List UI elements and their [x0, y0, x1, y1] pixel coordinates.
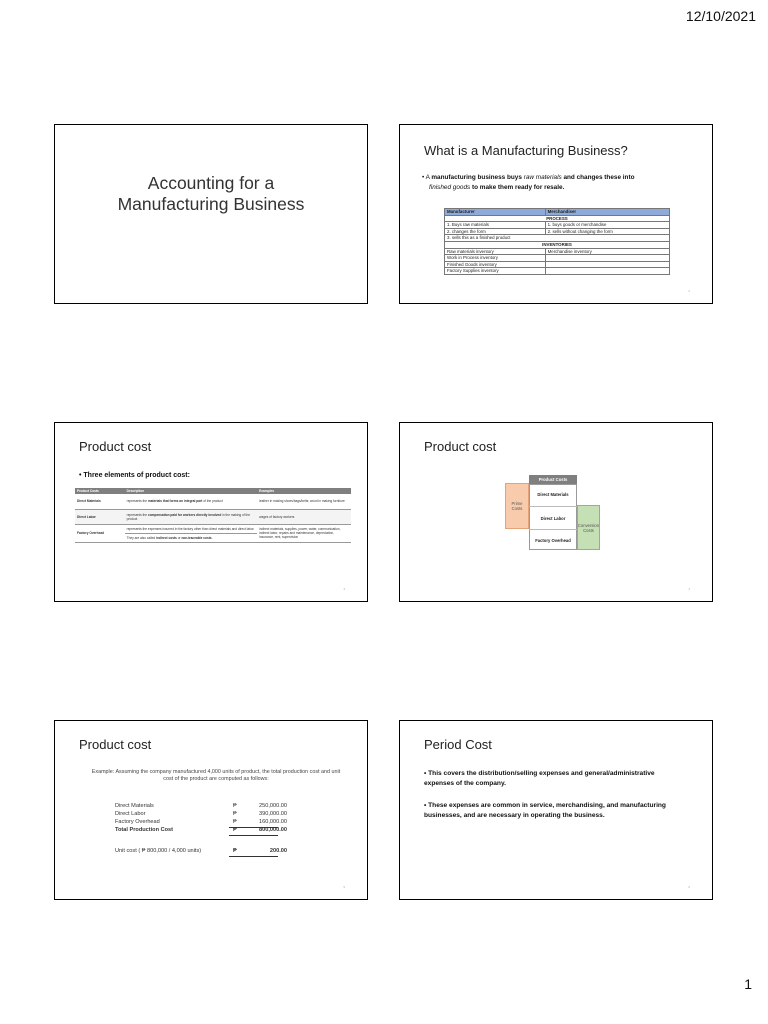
table-row	[445, 235, 670, 242]
table-cell: indirect materials, supplies, power, water, communication, indirect labor, repairs and maintenance, depreciation, insurance, rent, supervision	[257, 524, 351, 542]
slide-number: 5	[343, 885, 345, 889]
cost-label: Direct Materials	[115, 803, 154, 809]
slide-thumbnail-3[interactable]	[54, 422, 368, 602]
slide-thumbnail-5[interactable]	[54, 720, 368, 900]
table-cell: 1. Buys raw materials	[445, 222, 546, 229]
table-cell: Factory Overhead	[75, 524, 125, 542]
slide-title: Product cost	[79, 737, 152, 752]
table-row	[445, 255, 670, 262]
column-header: Product Costs	[75, 488, 125, 494]
table-row	[75, 494, 351, 509]
direct-materials-label: Direct Materials	[537, 492, 569, 497]
prime-costs-box: Prime Costs	[505, 483, 529, 529]
currency-sign: ₱	[233, 803, 237, 809]
unit-cost-label: Unit cost ( ₱ 800,000 / 4,000 units)	[115, 848, 202, 854]
table-cell: They are also called indirect costs or non-traceable costs.	[125, 533, 257, 542]
unit-cost-amount: 200.00	[269, 848, 287, 854]
table-cell	[545, 261, 669, 268]
table-row	[445, 261, 670, 268]
table-cell	[545, 268, 669, 275]
table-cell: represents the materials that forms an integral part of the product	[125, 494, 257, 509]
slide-number: 4	[688, 587, 690, 591]
table-cell: Direct Materials	[75, 494, 125, 509]
table-row	[75, 524, 351, 533]
conversion-costs-box: Conversion Costs	[577, 505, 600, 550]
total-rule	[229, 835, 278, 836]
table-cell: 3. sells this as a finished product	[445, 235, 670, 242]
product-cost-table	[75, 488, 351, 543]
column-header: Description	[125, 488, 257, 494]
cost-amount: 250,000.00	[259, 803, 287, 809]
divider	[529, 529, 577, 530]
total-amount: 800,000.00	[259, 827, 287, 833]
page-number: 1	[744, 976, 752, 992]
title-line-2: Manufacturing Business	[117, 194, 305, 214]
table-cell: Factory Supplies inventory	[445, 268, 546, 275]
slide-title: Product cost	[79, 439, 152, 454]
section-header: PROCESS	[445, 215, 670, 222]
slide-number: 6	[688, 885, 690, 889]
cost-label: Factory Overhead	[115, 819, 160, 825]
product-costs-header: Product Costs	[529, 475, 577, 484]
slide-number: 3	[343, 587, 345, 591]
slide-title: Period Cost	[424, 737, 492, 752]
total-label: Total Production Cost	[115, 827, 174, 833]
table-cell: represents the expenses incurred in the factory other than direct materials and direct labor.	[125, 524, 257, 533]
bullet-text: • A manufacturing business buys raw materials and changes these into finished goods to make them ready for resale.	[422, 174, 635, 191]
table-cell: Raw materials inventory	[445, 248, 546, 255]
table-row	[75, 509, 351, 524]
comparison-table	[444, 208, 670, 275]
table-row	[445, 228, 670, 235]
unit-cost-rule	[229, 856, 278, 857]
table-cell: Direct Labor	[75, 509, 125, 524]
table-cell: represents the compensation paid for workers directly involved in the making of the product	[125, 509, 257, 524]
slide-thumbnail-1[interactable]	[54, 124, 368, 304]
currency-sign: ₱	[233, 819, 237, 825]
direct-labor-label: Direct Labor	[540, 516, 566, 521]
bullet-text: • These expenses are common in service, merchandising, and manufacturing businesses, and are necessary in operating the business.	[424, 802, 666, 819]
column-header: Manufacturer	[445, 209, 546, 216]
table-cell: Merchandise inventory	[545, 248, 669, 255]
example-text: Example: Assuming the company manufactured 4,000 units of product, the total production cost and unit cost of the product are computed as follows:	[91, 769, 341, 782]
section-header: INVENTORIES	[445, 241, 670, 248]
currency-sign: ₱	[233, 827, 237, 833]
slide-title	[55, 173, 367, 215]
table-row	[445, 268, 670, 275]
cost-label: Direct Labor	[115, 811, 146, 817]
currency-sign: ₱	[233, 848, 237, 854]
factory-overhead-label: Factory Overhead	[535, 538, 571, 543]
column-header: Merchandiser	[545, 209, 669, 216]
cost-amount: 390,000.00	[259, 811, 287, 817]
bullet-text: • This covers the distribution/selling expenses and general/administrative expenses of the company.	[424, 770, 655, 787]
bullet-text: • Three elements of product cost:	[79, 472, 190, 479]
table-cell: 2. changes the form	[445, 228, 546, 235]
table-cell: leather in making shoes/bags/belts; wood in making furniture	[257, 494, 351, 509]
product-cost-diagram	[400, 423, 713, 602]
slide-title: Product cost	[424, 439, 497, 454]
title-line-1: Accounting for a	[147, 173, 275, 193]
currency-sign: ₱	[233, 811, 237, 817]
table-cell	[545, 255, 669, 262]
slide-thumbnail-6[interactable]	[399, 720, 713, 900]
table-row	[445, 222, 670, 229]
divider	[529, 506, 577, 507]
slide-thumbnail-2[interactable]	[399, 124, 713, 304]
table-cell: Finished Goods inventory	[445, 261, 546, 268]
table-cell: Work in Process inventory	[445, 255, 546, 262]
cost-amount: 160,000.00	[259, 819, 287, 825]
table-row	[445, 248, 670, 255]
slide-thumbnail-4[interactable]	[399, 422, 713, 602]
table-cell: 2. sells without changing the form	[545, 228, 669, 235]
table-cell: 1. buys goods or merchandise	[545, 222, 669, 229]
slide-title: What is a Manufacturing Business?	[424, 143, 628, 158]
column-header: Examples	[257, 488, 351, 494]
slide-number: 2	[688, 289, 690, 293]
table-cell: wages of factory workers	[257, 509, 351, 524]
page-date: 12/10/2021	[685, 8, 756, 24]
